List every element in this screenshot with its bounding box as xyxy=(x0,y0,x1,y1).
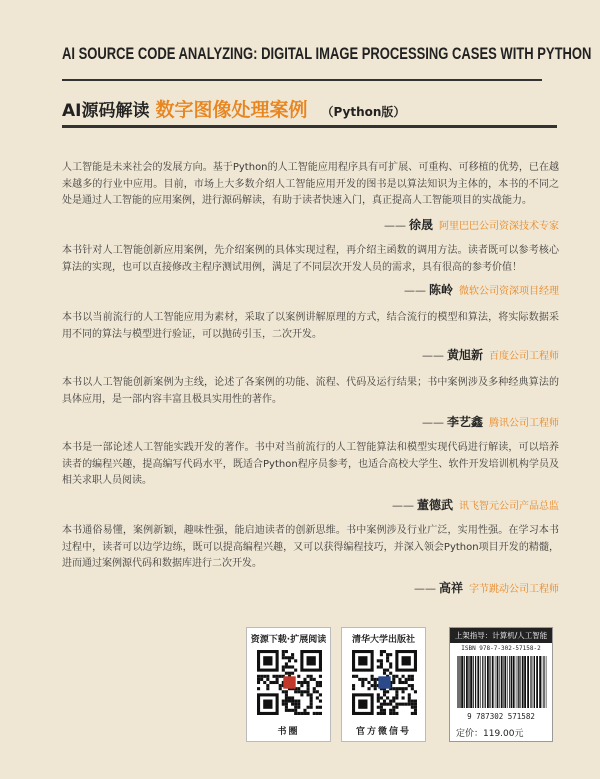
title-main: AI源码解读 xyxy=(62,101,150,121)
barcode-icon xyxy=(455,656,549,712)
sig-dash: —— xyxy=(403,284,426,297)
review-text: 本书以当前流行的人工智能应用为素材，采取了以案例讲解原理的方式，结合流行的模型和算法，将实际数据采用不同的算法与模型进行验证，可以抛砖引玉，二次开发。 xyxy=(62,312,559,340)
sig-dash: —— xyxy=(383,219,406,232)
reviewer-role: 腾讯公司工程师 xyxy=(489,418,559,429)
qr-code-icon xyxy=(352,650,417,715)
barcode-digits: 9 787302 571582 xyxy=(467,712,535,721)
review-signature xyxy=(392,496,559,513)
qr-panel-wechat xyxy=(341,627,426,742)
reviewer-role: 微软公司资深项目经理 xyxy=(459,286,559,297)
review-block xyxy=(62,310,559,362)
sig-dash: —— xyxy=(413,582,436,595)
reviewer-name: 黄旭新 xyxy=(446,348,483,362)
reviewer-name: 徐晟 xyxy=(408,218,433,232)
title-edition: （Python版） xyxy=(321,105,406,119)
reviewer-role: 字节跳动公司工程师 xyxy=(469,584,559,595)
sig-dash: —— xyxy=(391,499,414,512)
review-signature xyxy=(414,579,559,596)
title-sub: 数字图像处理案例 xyxy=(155,99,308,121)
reviewer-name: 高祥 xyxy=(438,581,463,595)
shelf-category: 上架指导：计算机/人工智能 xyxy=(450,628,552,643)
review-block xyxy=(62,243,559,297)
reviewer-name: 董德武 xyxy=(416,498,453,512)
qr-bottom-label: 书圈 xyxy=(277,727,300,737)
review-text: 本书是一部论述人工智能实践开发的著作。书中对当前流行的人工智能算法和模型实现代码进行解读，可以培养读者的编程兴趣，提高编写代码水平，既适合Python程序员参考，也适合高校大学生、软件开发培训机构学员及相关求职人员阅读。 xyxy=(62,442,559,486)
review-text: 本书通俗易懂，案例新颖，趣味性强，能启迪读者的创新思维。书中案例涉及行业广泛，实用性强。在学习本书过程中，读者可以边学边练，既可以提高编程兴趣，又可以获得编程技巧，并深入领会Python项目开发的精髓，进而通过案例源代码和数据库进行二次开发。 xyxy=(62,525,559,569)
reviewer-name: 陈岭 xyxy=(428,283,453,297)
top-divider xyxy=(62,79,542,81)
review-text: 本书以人工智能创新案例为主线，论述了各案例的功能、流程、代码及运行结果；书中案例涉及多种经典算法的具体应用，是一部内容丰富且极具实用性的著作。 xyxy=(62,377,559,405)
qr-panel-resources xyxy=(246,627,331,742)
review-signature xyxy=(422,346,559,363)
review-block xyxy=(62,523,559,595)
reviewer-name: 李艺鑫 xyxy=(446,415,483,429)
chinese-title xyxy=(62,95,405,122)
qr-top-label: 资源下载·扩展阅读 xyxy=(250,635,327,645)
price-label: 定价：119.00元 xyxy=(456,729,524,739)
qr-top-label: 清华大学出版社 xyxy=(351,635,415,645)
english-title: AI SOURCE CODE ANALYZING: DIGITAL IMAGE PROCESSING CASES WITH PYTHON xyxy=(62,44,592,63)
review-block xyxy=(62,375,559,429)
review-signature xyxy=(384,216,559,233)
review-signature xyxy=(404,281,559,298)
review-signature xyxy=(422,413,559,430)
review-block xyxy=(62,160,559,232)
review-block xyxy=(62,440,559,512)
qr-bottom-label: 官方微信号 xyxy=(355,727,411,737)
reviewer-role: 阿里巴巴公司资深技术专家 xyxy=(439,221,559,232)
barcode-panel xyxy=(449,627,553,742)
reviewer-role: 讯飞智元公司产品总监 xyxy=(459,501,559,512)
title-divider xyxy=(62,125,557,128)
isbn-text: ISBN 978-7-302-57158-2 xyxy=(461,645,541,652)
review-text: 本书针对人工智能创新应用案例，先介绍案例的具体实现过程，再介绍主函数的调用方法。读者既可以参考核心算法的实现，也可以直接修改主程序测试用例，满足了不同层次开发人员的需求，具有很高的参考价值！ xyxy=(62,245,559,273)
sig-dash: —— xyxy=(421,349,444,362)
review-text: 人工智能是未来社会的发展方向。基于Python的人工智能应用程序具有可扩展、可重构、可移植的优势，已在越来越多的行业中应用。目前，市场上大多数介绍人工智能应用开发的图书是以算法知识为主体的，本书的不同之处是通过人工智能的应用案例，进行源码解读，有助于读者快速入门，真正提高人工智能项目的实战能力。 xyxy=(62,162,559,206)
qr-code-icon xyxy=(257,650,322,715)
sig-dash: —— xyxy=(421,416,444,429)
reviewer-role: 百度公司工程师 xyxy=(489,351,559,362)
